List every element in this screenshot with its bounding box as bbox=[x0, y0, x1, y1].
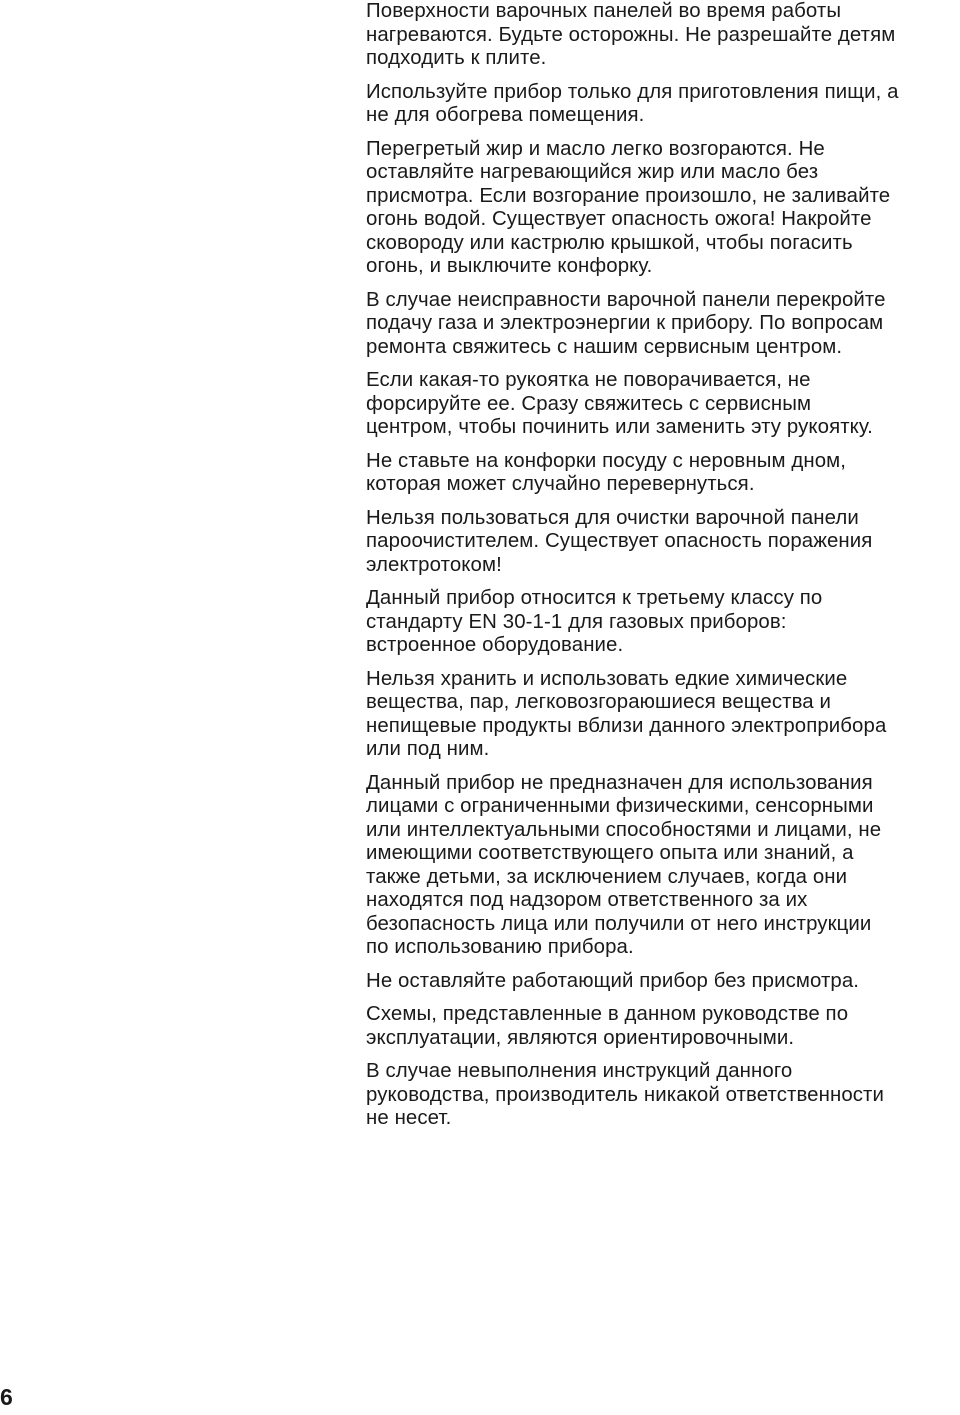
paragraph-overheated-fat: Перегретый жир и масло легко возгораются. Не оставляйте нагревающийся жир или масло без присмотра. Если возгорание произошло, не заливайте огонь водой. Существует опасность ожога! Накройте сковороду или кастрюлю крышкой, чтобы погасить огонь, и выключите конфорку. bbox=[366, 137, 891, 277]
paragraph-chemicals: Нельзя хранить и использовать едкие химические вещества, пар, легковозгораюшиеся вещества и непищевые продукты вблизи данного электроприбора или под ним. bbox=[366, 667, 887, 760]
paragraph-malfunction: В случае неисправности варочной панели перекройте подачу газа и электроэнергии к прибору. По вопросам ремонта свяжитесь с нашим сервисным центром. bbox=[366, 288, 886, 358]
safety-instructions bbox=[366, 0, 960, 1141]
paragraph-unattended: Не оставляйте работающий прибор без присмотра. bbox=[366, 969, 860, 992]
page-number: 6 bbox=[0, 1384, 13, 1410]
paragraph-liability: В случае невыполнения инструкций данного руководства, производитель никакой ответственности не несет. bbox=[366, 1060, 884, 1129]
paragraph-uneven-cookware: Не ставьте на конфорки посуду с неровным дном, которая может случайно перевернуться. bbox=[366, 449, 847, 495]
paragraph-appliance-class: Данный прибор относится к третьему классу по стандарту EN 30-1-1 для газовых приборов: встроенное оборудование. bbox=[366, 587, 823, 656]
paragraph-steam-cleaner: Нельзя пользоваться для очистки варочной панели пароочистителем. Существует опасность поражения электротоком! bbox=[366, 506, 873, 576]
paragraph-restricted-users: Данный прибор не предназначен для использования лицами с ограниченными физическими, сенсорными или интеллектуальными способностями и лицами, не имеющими соответствующего опыта или знаний, а также детьми, за исключением случаев, когда они находятся под надзором ответственного за их безопасность лица или получили от него инструкции по использованию прибора. bbox=[366, 771, 882, 958]
paragraph-stuck-knob: Если какая-то рукоятка не поворачивается, не форсируйте ее. Сразу свяжитесь с сервисным центром, чтобы починить или заменить эту рукоятку. bbox=[366, 369, 873, 438]
paragraph-hot-surfaces: Поверхности варочных панелей во время работы нагреваются. Будьте осторожны. Не разрешайте детям подходить к плите. bbox=[366, 0, 896, 69]
paragraph-cooking-only: Используйте прибор только для приготовления пищи, а не для обогрева помещения. bbox=[366, 80, 899, 126]
paragraph-diagrams: Схемы, представленные в данном руководстве по эксплуатации, являются ориентировочными. bbox=[366, 1003, 849, 1049]
